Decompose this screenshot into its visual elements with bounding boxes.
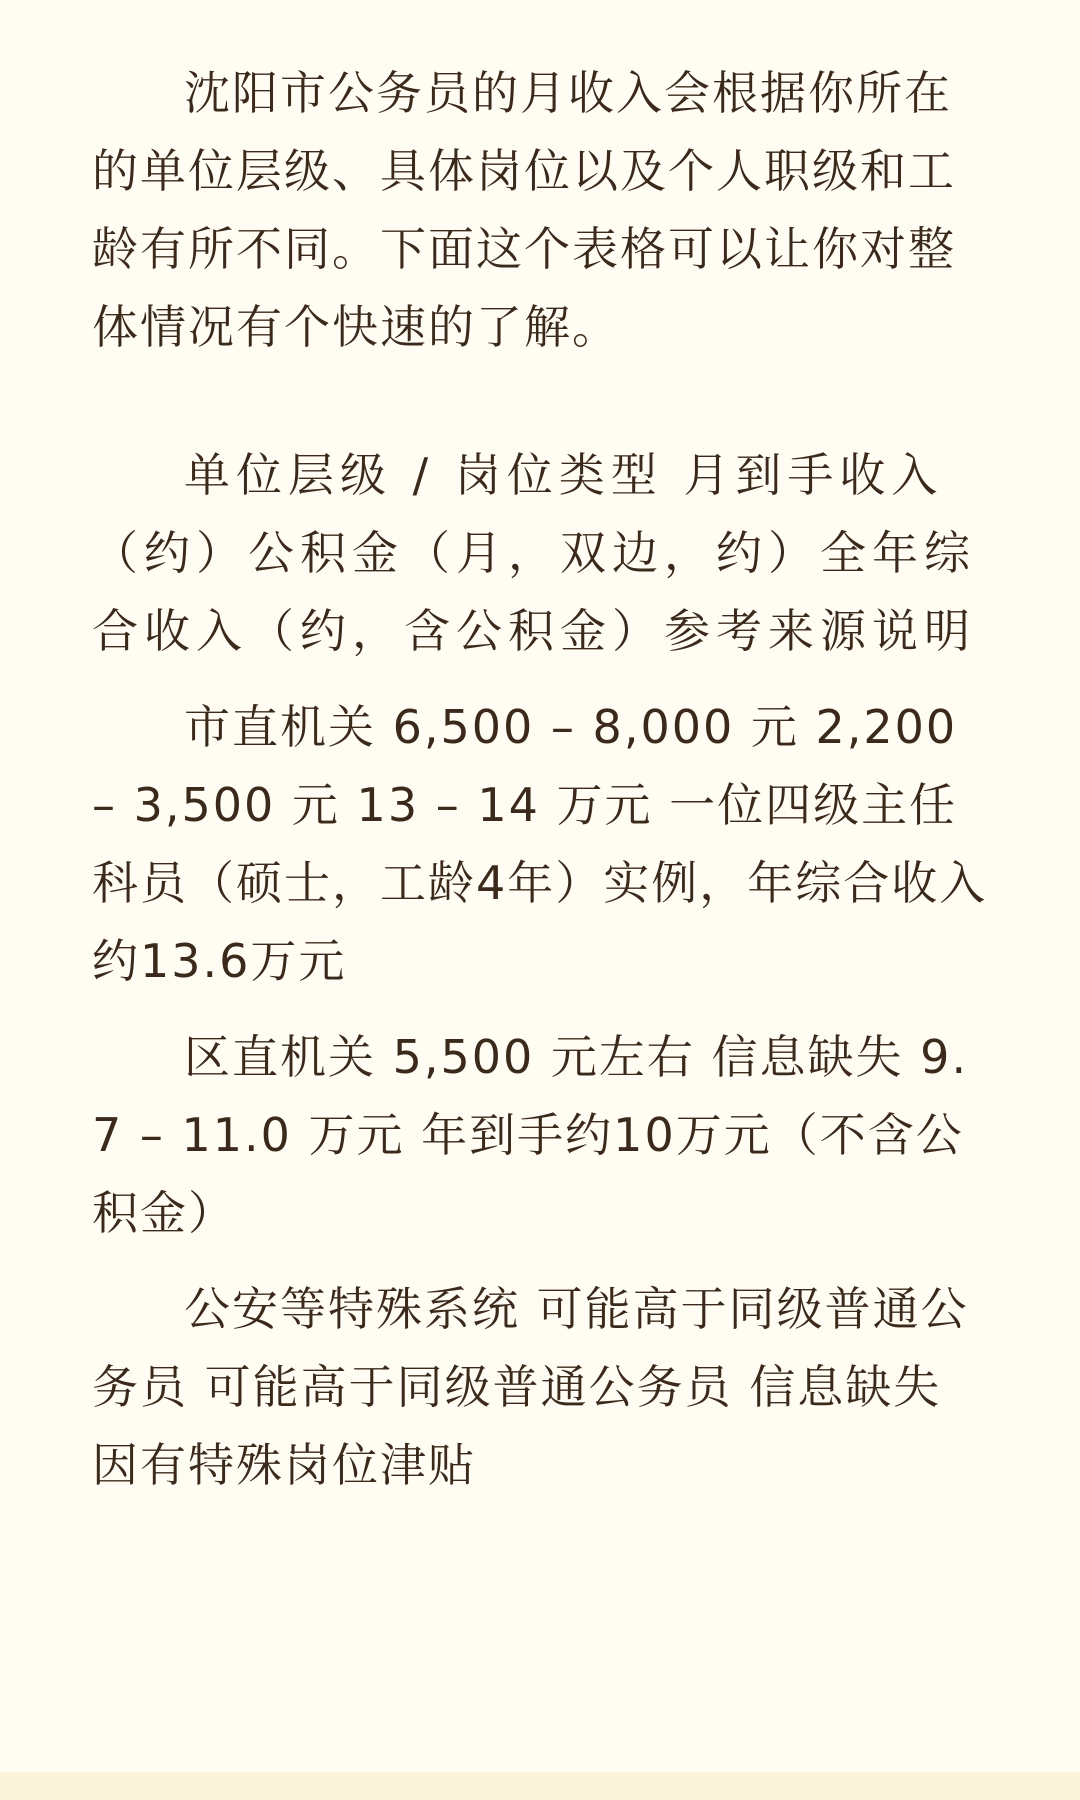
intro-paragraph: 沈阳市公务员的月收入会根据你所在的单位层级、具体岗位以及个人职级和工龄有所不同。下面这个表格可以让你对整体情况有个快速的了解。 [92,66,956,354]
table-row-special-system: 公安等特殊系统 可能高于同级普通公务员 可能高于同级普通公务员 信息缺失 因有特殊岗位津贴 [92,1282,969,1492]
table-header-paragraph: 单位层级 / 岗位类型 月到手收入（约）公积金（月，双边，约）全年综合收入（约，含公积金）参考来源说明 [92,448,976,658]
table-row-city-agency: 市直机关 6,500 – 8,000 元 2,200 – 3,500 元 13 – 14 万元 一位四级主任科员（硕士，工龄4年）实例，年综合收入约13.6万元 [92,700,988,988]
table-row-district-agency: 区直机关 5,500 元左右 信息缺失 9.7 – 11.0 万元 年到手约10万元（不含公积金） [92,1030,969,1240]
bottom-band [0,1772,1080,1800]
article-body [92,54,988,1522]
